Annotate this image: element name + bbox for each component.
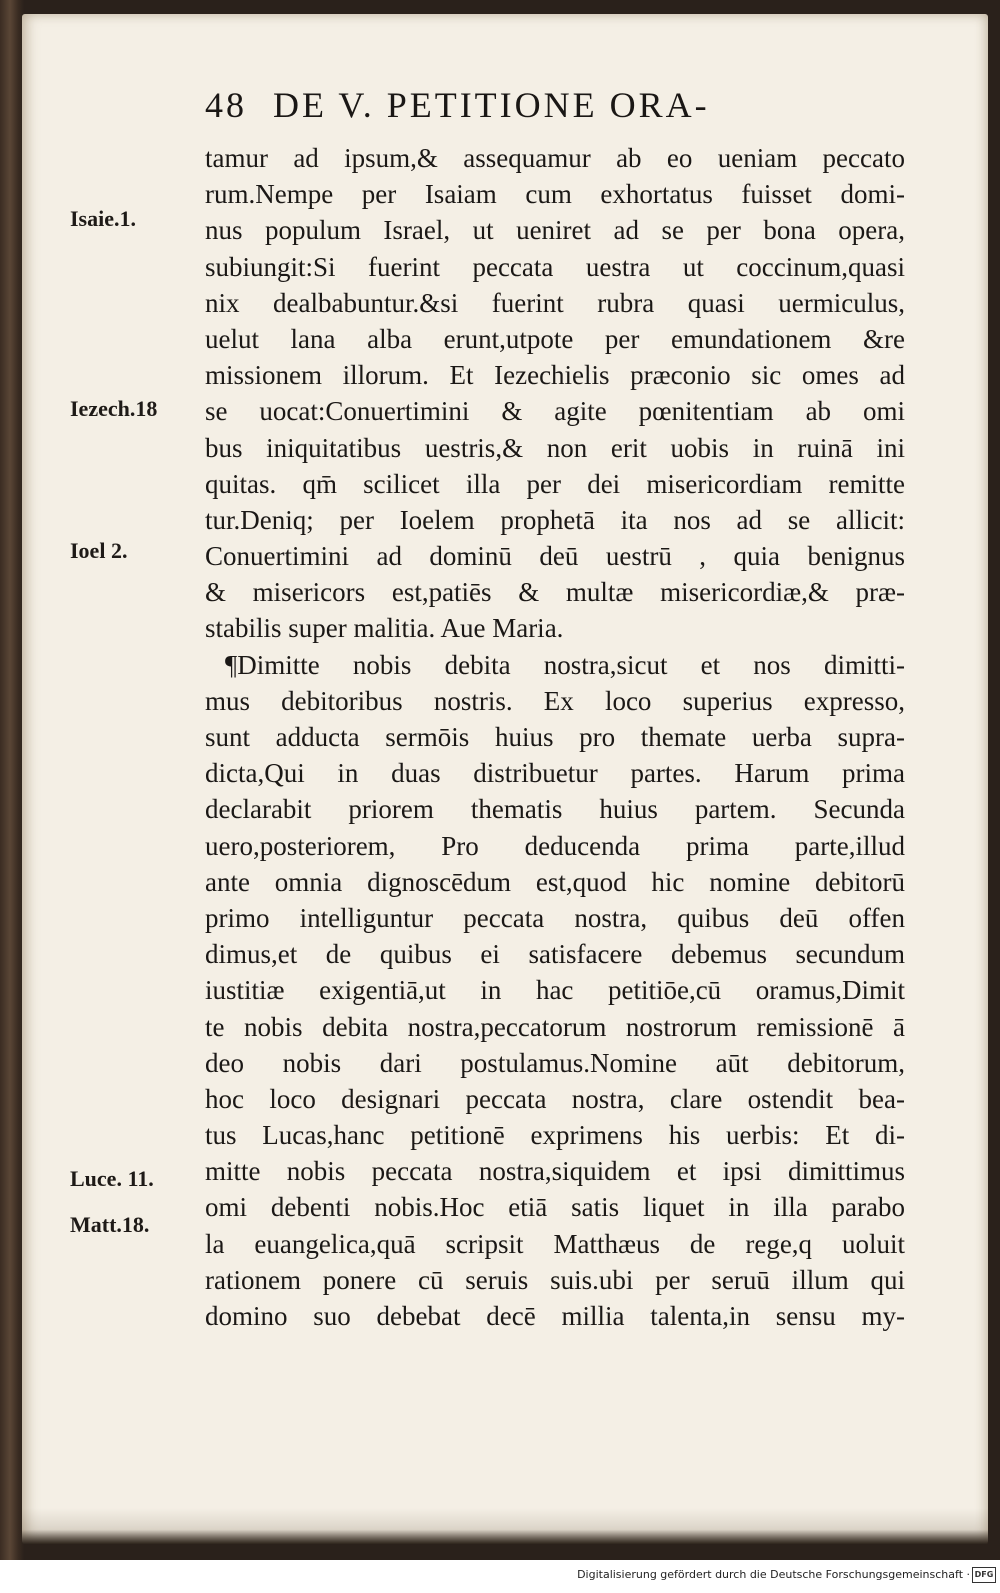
text-line: declarabit priorem thematis huius partem. Secunda: [205, 794, 905, 825]
funding-credit: Digitalisierung gefördert durch die Deutsche Forschungsgemeinschaft ·: [577, 1568, 970, 1581]
text-line: tamur ad ipsum,& assequamur ab eo ueniam peccato: [205, 143, 905, 173]
text-line: deo nobis dari postulamus.Nomine aūt debitorum,: [205, 1047, 905, 1078]
margin-note-luke: Luce. 11.: [70, 1166, 154, 1191]
text-line: rationem ponere cū seruis suis.ubi per seruū illum qui: [205, 1264, 905, 1295]
text-line: se uocat:Conuertimini & agite pœnitentiam ab omi: [205, 396, 905, 427]
text-line: dimus,et de quibus ei satisfacere debemus secundum: [205, 939, 905, 970]
text-line: rum.Nempe per Isaiam cum exhortatus fuisset domi-: [205, 179, 905, 210]
text-line: tus Lucas,hanc petitionē exprimens his uerbis: Et di-: [205, 1120, 905, 1151]
text-line: bus iniquitatibus uestris,& non erit uobis in ruinā ini: [205, 432, 905, 463]
running-head: [205, 84, 710, 126]
text-line: quitas. qm̄ scilicet illa per dei misericordiam remitte: [205, 468, 905, 499]
text-line: subiungit:Si fuerint peccata uestra ut coccinum,quasi: [205, 251, 905, 282]
text-line: nus populum Israel, ut ueniret ad se per bona opera,: [205, 215, 905, 246]
margin-note-ezekiel: Iezech.18: [70, 396, 158, 421]
margin-note-isaiah: Isaie.1.: [70, 206, 136, 231]
text-line: uelut lana alba erunt,utpote per emundationem &re: [205, 323, 905, 354]
text-line: dicta,Qui in duas distribuetur partes. Harum prima: [205, 758, 905, 789]
text-line: ¶Dimitte nobis debita nostra,sicut et nos dimitti-: [225, 649, 905, 680]
text-line: missionem illorum. Et Iezechielis præconio sic omes ad: [205, 360, 905, 391]
text-line: mitte nobis peccata nostra,siquidem et ipsi dimittimus: [205, 1156, 905, 1187]
text-line: & misericors est,patiēs & multæ misericordiæ,& præ-: [205, 577, 905, 608]
text-line: nix dealbabuntur.&si fuerint rubra quasi uermiculus,: [205, 287, 905, 318]
text-line: stabilis super malitia. Aue Maria.: [205, 613, 564, 644]
text-line: primo intelliguntur peccata nostra, quibus deū offen: [205, 902, 905, 933]
digitization-footer: [0, 1560, 1000, 1593]
text-line: hoc loco designari peccata nostra, clare ostendit bea-: [205, 1083, 905, 1114]
text-line: la euangelica,quā scripsit Matthæus de rege,q uoluit: [205, 1228, 905, 1259]
text-line: te nobis debita nostra,peccatorum nostrorum remissionē ā: [205, 1011, 905, 1042]
text-line: sunt adducta sermōis huius pro themate uerba supra-: [205, 722, 905, 752]
text-line: omi debenti nobis.Hoc etiā satis liquet in illa parabo: [205, 1192, 905, 1223]
text-line: iustitiæ exigentiā,ut in hac petitiōe,cū oramus,Dimit: [205, 975, 905, 1006]
margin-note-matthew: Matt.18.: [70, 1212, 150, 1237]
text-line: ante omnia dignoscēdum est,quod hic nomine debitorū: [205, 866, 905, 897]
dfg-logo-icon: DFG: [972, 1567, 996, 1583]
page-number: 48: [205, 85, 247, 125]
text-line: tur.Deniq; per Ioelem prophetā ita nos ad se allicit:: [205, 504, 905, 535]
text-line: mus debitoribus nostris. Ex loco superius expresso,: [205, 685, 905, 716]
text-line: uero,posteriorem, Pro deducenda prima parte,illud: [205, 830, 905, 861]
text-line: Conuertimini ad dominū deū uestrū , quia benignus: [205, 541, 905, 572]
text-line: domino suo debebat decē millia talenta,in sensu my-: [205, 1301, 905, 1331]
margin-note-joel: Ioel 2.: [70, 538, 128, 563]
body-text: [205, 140, 905, 1334]
running-title: DE V. PETITIONE ORA-: [273, 85, 710, 125]
